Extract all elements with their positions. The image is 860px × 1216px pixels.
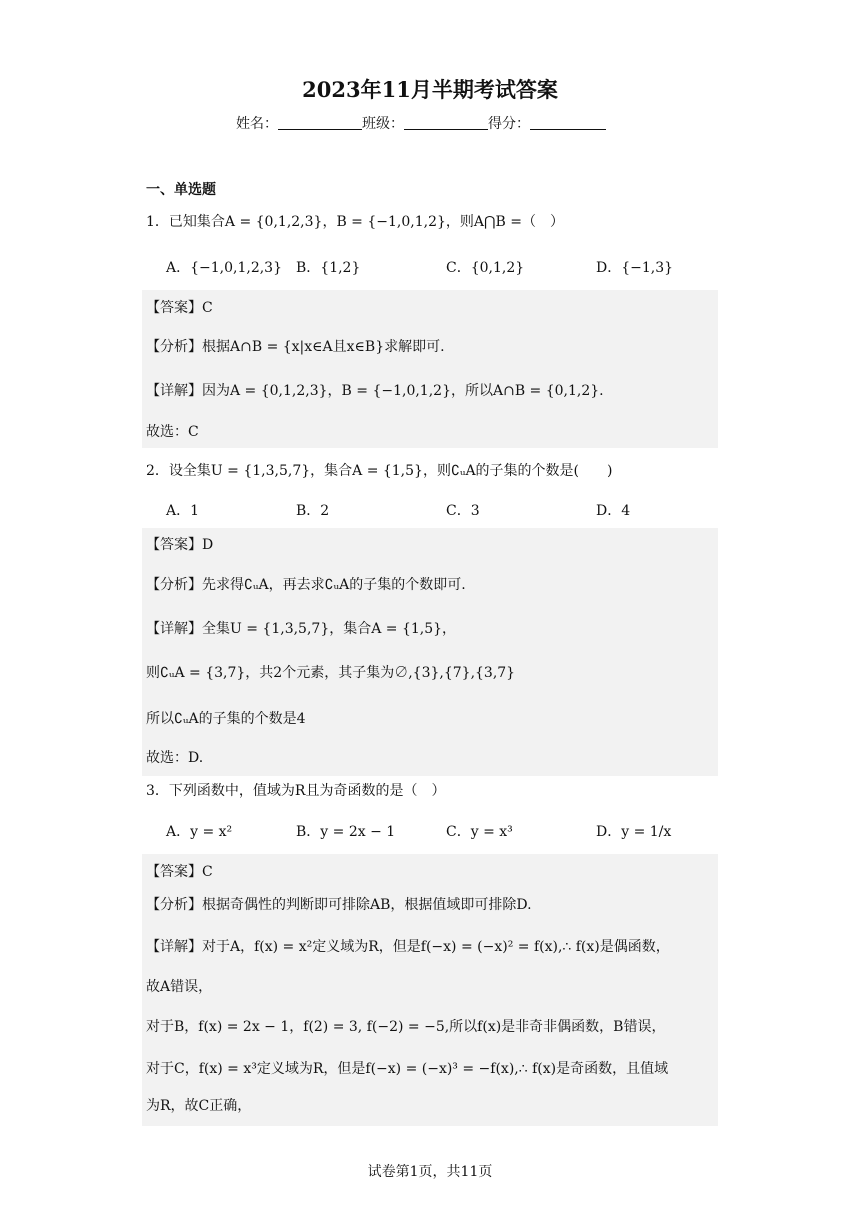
q1-option-b: B．{1,2}	[296, 260, 361, 276]
name-label: 姓名：	[236, 116, 278, 132]
q3-detail-2: 故A错误，	[146, 979, 213, 995]
q3-answer: 【答案】C	[146, 864, 213, 880]
q2-choice: 故选：D.	[146, 750, 204, 766]
page-title: 2023年11月半期考试答案	[302, 77, 558, 102]
score-label: 得分：	[488, 116, 530, 132]
q3-detail-5: 为R，故C正确，	[146, 1098, 252, 1114]
score-blank	[530, 115, 606, 130]
q2-option-d: D．4	[596, 503, 631, 519]
question-3-stem: 3．下列函数中，值域为R且为奇函数的是（ ）	[146, 783, 446, 799]
q2-option-a: A．1	[166, 503, 200, 519]
student-info-line	[236, 114, 606, 134]
q3-option-c: C．y = x³	[446, 824, 513, 840]
q2-detail-3: 所以∁ᵤA的子集的个数是4	[146, 711, 306, 727]
q1-answer: 【答案】C	[146, 300, 213, 316]
section-heading: 一、单选题	[146, 182, 216, 198]
q1-analysis: 【分析】根据A∩B = {x|x∈A且x∈B}求解即可.	[146, 339, 445, 355]
q2-analysis: 【分析】先求得∁ᵤA，再去求∁ᵤA的子集的个数即可.	[146, 577, 466, 593]
q1-choice: 故选：C	[146, 424, 199, 440]
q1-solution-box	[142, 290, 718, 448]
q1-option-a: A．{−1,0,1,2,3}	[166, 260, 282, 276]
name-blank	[278, 115, 362, 130]
q3-option-b: B．y = 2x − 1	[296, 824, 396, 840]
q1-option-d: D．{−1,3}	[596, 260, 674, 276]
q3-option-a: A．y = x²	[166, 824, 233, 840]
q3-detail-4: 对于C，f(x) = x³定义域为R，但是f(−x) = (−x)³ = −f(x),∴ f(x)是奇函数，且值域	[146, 1061, 669, 1077]
q2-detail-2: 则∁ᵤA = {3,7}，共2个元素，其子集为∅,{3},{7},{3,7}	[146, 665, 516, 681]
q2-option-b: B．2	[296, 503, 330, 519]
q1-option-c: C．{0,1,2}	[446, 260, 525, 276]
question-2-stem: 2．设全集U = {1,3,5,7}，集合A = {1,5}，则∁ᵤA的子集的个数是( )	[146, 463, 613, 479]
question-1-stem: 1．已知集合A = {0,1,2,3}，B = {−1,0,1,2}，则A⋂B =（ ）	[146, 214, 564, 230]
q3-detail-3: 对于B，f(x) = 2x − 1，f(2) = 3, f(−2) = −5,所以f(x)是非奇非偶函数，B错误，	[146, 1019, 666, 1035]
q2-option-c: C．3	[446, 503, 480, 519]
q3-analysis: 【分析】根据奇偶性的判断即可排除AB，根据值域即可排除D.	[146, 897, 532, 913]
page-footer: 试卷第1页，共11页	[367, 1164, 493, 1180]
q2-detail-1: 【详解】全集U = {1,3,5,7}，集合A = {1,5}，	[146, 621, 457, 637]
q2-answer: 【答案】D	[146, 537, 214, 553]
q3-option-d: D．y = 1/x	[596, 824, 672, 840]
class-blank	[404, 115, 488, 130]
q1-detail: 【详解】因为A = {0,1,2,3}，B = {−1,0,1,2}，所以A∩B = {0,1,2}.	[146, 383, 604, 399]
q3-detail-1: 【详解】对于A，f(x) = x²定义域为R，但是f(−x) = (−x)² = f(x),∴ f(x)是偶函数，	[146, 939, 670, 955]
q2-solution-box	[142, 528, 718, 776]
class-label: 班级：	[362, 116, 404, 132]
